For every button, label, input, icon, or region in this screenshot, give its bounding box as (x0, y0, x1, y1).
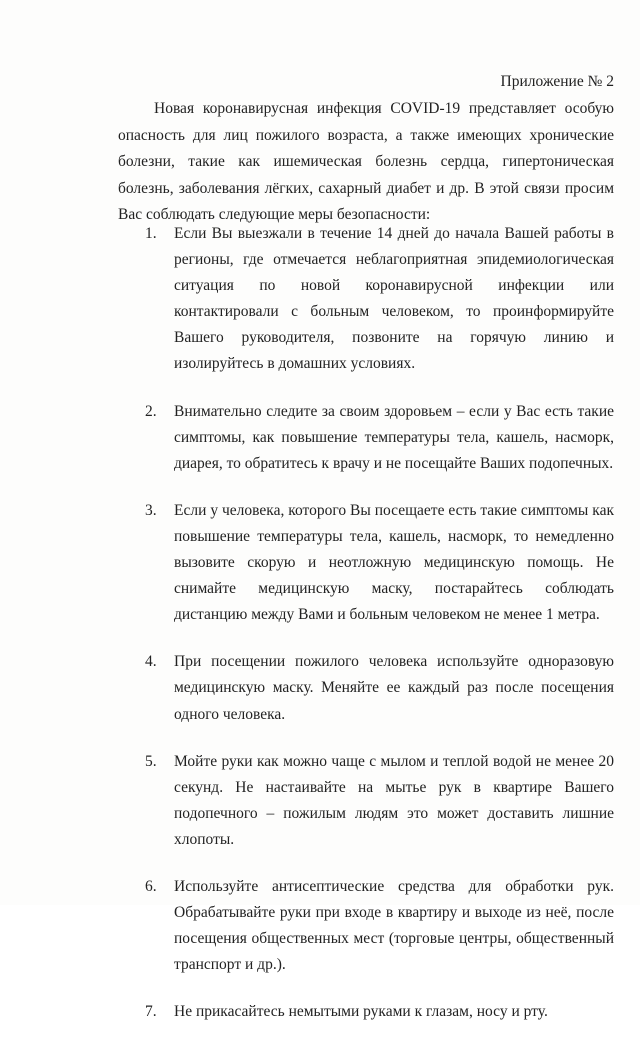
list-item-number: 4. (145, 653, 157, 671)
list-item-text: Если Вы выезжали в течение 14 дней до начала Вашей работы в регионы, где отмечается неблагоприятная эпидемиологическая ситуация по новой коронавирусной инфекции или контактировали с больным человеком, то проинформируйте Вашего руководителя, позвоните на горячую линию и изолируйтесь в домашних условиях. (174, 225, 614, 373)
list-item (145, 221, 614, 378)
list-item (145, 399, 614, 477)
list-item (145, 749, 614, 853)
list-item-number: 3. (145, 501, 157, 519)
list-item (145, 999, 614, 1025)
list-item-text: Внимательно следите за своим здоровьем – если у Вас есть такие симптомы, как повышение температуры тела, кашель, насморк, диарея, то обратитесь к врачу и не посещайте Ваших подопечных. (174, 402, 614, 472)
intro-paragraph: Новая коронавирусная инфекция COVID-19 представляет особую опасность для лиц пожилого возраста, а также имеющих хронические болезни, такие как ишемическая болезнь сердца, гипертоническая болезнь, заболевания лёгких, сахарный диабет и др. В этой связи просим Вас соблюдать следующие меры безопасности: (118, 100, 614, 223)
list-item-number: 6. (145, 877, 157, 895)
list-item (145, 874, 614, 978)
list-item-text: Мойте руки как можно чаще с мылом и теплой водой не менее 20 секунд. Не настаивайте на мытье рук в квартире Вашего подопечного – пожилым людям это может доставить лишние хлопоты. (174, 752, 614, 848)
list-item-number: 2. (145, 402, 157, 420)
list-item-text: Если у человека, которого Вы посещаете есть такие симптомы как повышение температуры тела, кашель, насморк, то немедленно вызовите скорую и неотложную медицинскую помощь. Не снимайте медицинскую маску, постарайтесь соблюдать дистанцию между Вами и больным человеком не менее 1 метра. (174, 501, 614, 624)
list-item-text: Не прикасайтесь немытыми руками к глазам, носу и рту. (174, 1003, 548, 1021)
list-item (145, 649, 614, 727)
safety-measures-list (145, 221, 614, 1046)
list-item (145, 498, 614, 628)
list-item-number: 1. (145, 225, 157, 242)
list-item-number: 5. (145, 752, 157, 770)
list-item-text: Используйте антисептические средства для обработки рук. Обрабатывайте руки при входе в квартиру и выходе из неё, после посещения общественных мест (торговые центры, общественный транспорт и др.). (174, 877, 614, 974)
list-item-text: При посещении пожилого человека используйте одноразовую медицинскую маску. Меняйте ее каждый раз после посещения одного человека. (174, 653, 614, 723)
list-item-number: 7. (145, 1003, 157, 1021)
appendix-label: Приложение № 2 (500, 73, 614, 90)
